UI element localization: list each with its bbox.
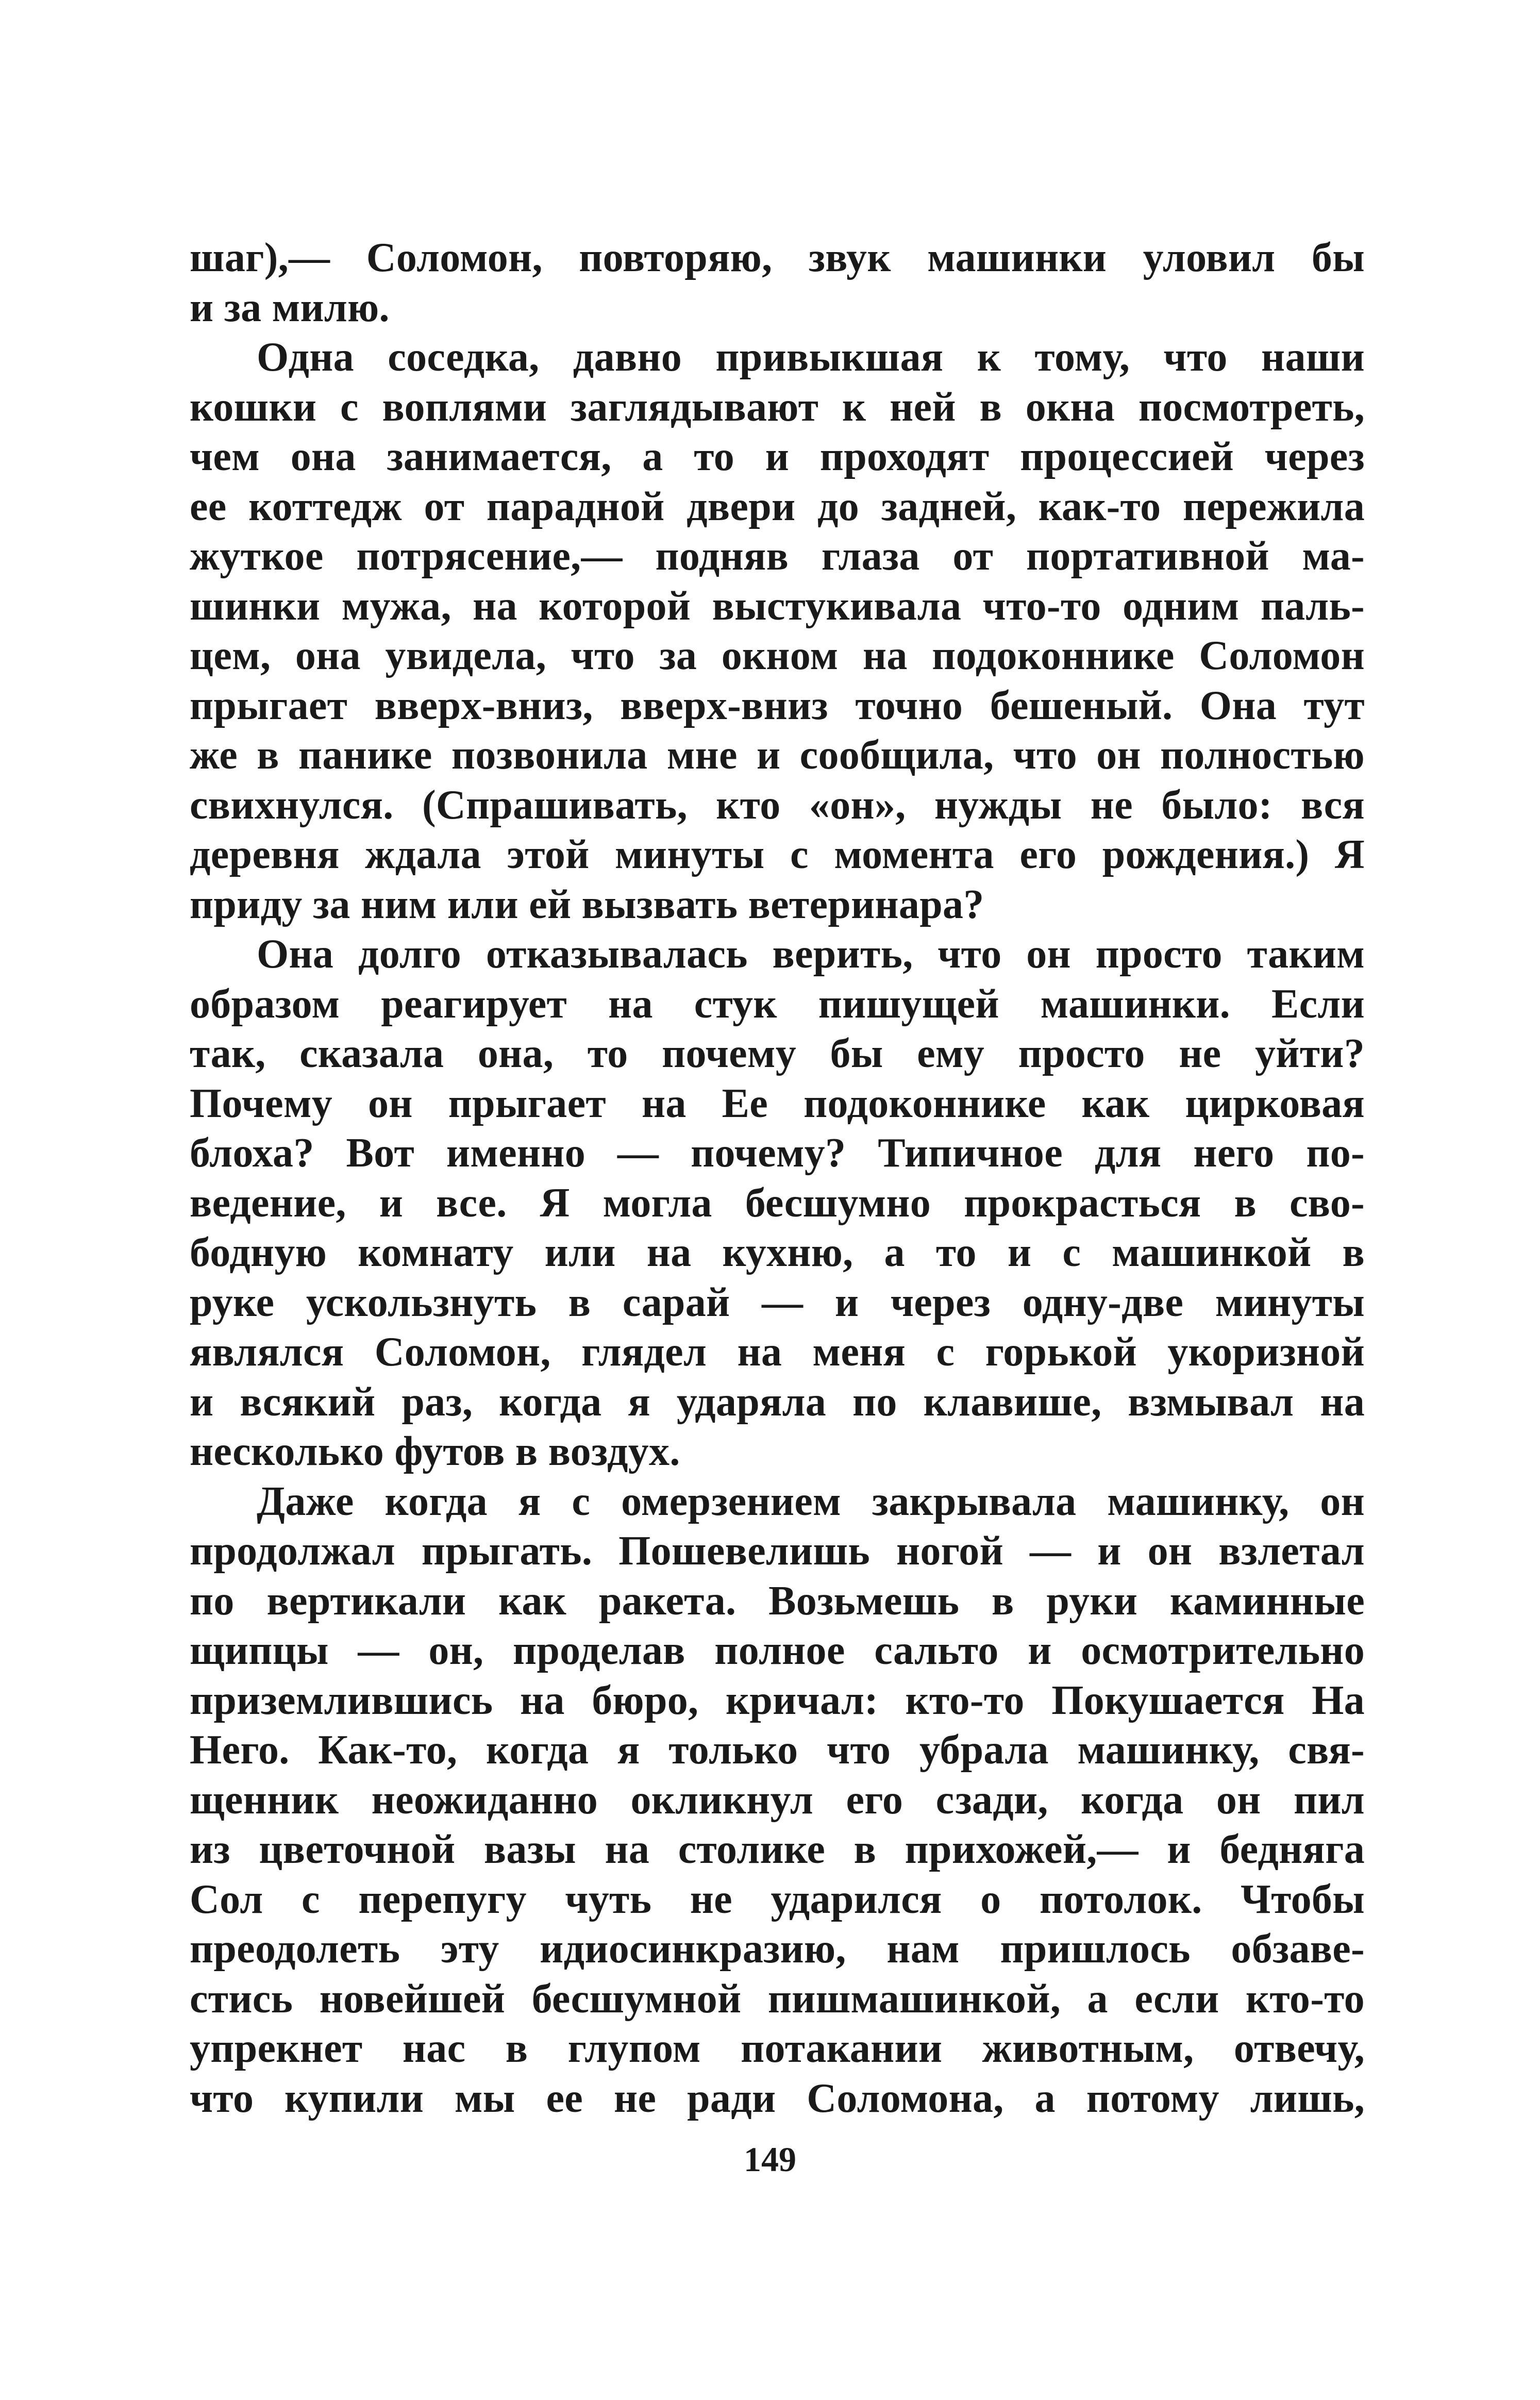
text-line: бодную комнату или на кухню, а то и с машинкой в: [190, 1230, 1365, 1275]
text-line: несколько футов в воздух.: [190, 1429, 680, 1474]
text-line: и за милю.: [190, 285, 390, 330]
page-number: 149: [744, 2140, 796, 2179]
text-line: Она долго отказывалась верить, что он просто таким: [257, 931, 1365, 977]
text-line: цем, она увидела, что за окном на подоконнике Соломон: [190, 633, 1365, 678]
text-line: образом реагирует на стук пишущей машинки. Если: [190, 981, 1365, 1027]
text-line: блоха? Вот именно — почему? Типичное для него по-: [190, 1130, 1365, 1176]
text-line: являлся Соломон, глядел на меня с горькой укоризной: [190, 1329, 1365, 1375]
text-line: так, сказала она, то почему бы ему просто не уйти?: [190, 1031, 1365, 1076]
text-line: Даже когда я с омерзением закрывала машинку, он: [257, 1478, 1365, 1524]
text-line: щенник неожиданно окликнул его сзади, когда он пил: [190, 1777, 1365, 1823]
text-line: упрекнет нас в глупом потакании животным, отвечу,: [190, 2026, 1365, 2071]
text-line: же в панике позвонила мне и сообщила, что он полностью: [190, 732, 1365, 778]
text-line: прыгает вверх-вниз, вверх-вниз точно бешеный. Она тут: [190, 682, 1365, 728]
body-text: [190, 233, 1365, 2123]
text-line: Почему он прыгает на Ее подоконнике как цирковая: [190, 1080, 1365, 1126]
text-line: шинки мужа, на которой выстукивала что-то одним паль-: [190, 583, 1365, 629]
text-line: из цветочной вазы на столике в прихожей,— и бедняга: [190, 1827, 1365, 1872]
text-line: стись новейшей бесшумной пишмашинкой, а если кто-то: [190, 1976, 1365, 2022]
text-line: приземлившись на бюро, кричал: кто-то Покушается На: [190, 1677, 1365, 1723]
text-line: чем она занимается, а то и проходят процессией через: [190, 434, 1365, 479]
text-line: ее коттедж от парадной двери до задней, как-то пережила: [190, 484, 1365, 529]
text-line: шаг),— Соломон, повторяю, звук машинки уловил бы: [190, 235, 1365, 280]
text-line: Сол с перепугу чуть не ударился о потолок. Чтобы: [190, 1876, 1365, 1922]
text-line: кошки с воплями заглядывают к ней в окна посмотреть,: [190, 384, 1365, 430]
text-line: приду за ним или ей вызвать ветеринара?: [190, 881, 984, 927]
text-line: ведение, и все. Я могла бесшумно прокрасться в сво-: [190, 1180, 1365, 1226]
text-line: щипцы — он, проделав полное сальто и осмотрительно: [190, 1628, 1365, 1673]
text-line: деревня ждала этой минуты с момента его рождения.) Я: [190, 832, 1365, 877]
text-line: продолжал прыгать. Пошевелишь ногой — и он взлетал: [190, 1528, 1365, 1574]
text-line: по вертикали как ракета. Возьмешь в руки каминные: [190, 1578, 1365, 1624]
text-line: Одна соседка, давно привыкшая к тому, что наши: [257, 335, 1365, 380]
text-line: руке ускользнуть в сарай — и через одну-две минуты: [190, 1279, 1365, 1325]
text-line: Него. Как-то, когда я только что убрала машинку, свя-: [190, 1727, 1365, 1773]
text-line: преодолеть эту идиосинкразию, нам пришлось обзаве-: [190, 1926, 1365, 1972]
text-line: что купили мы ее не ради Соломона, а потому лишь,: [190, 2075, 1365, 2121]
text-line: жуткое потрясение,— подняв глаза от портативной ма-: [190, 534, 1365, 579]
text-line: свихнулся. (Спрашивать, кто «он», нужды не было: вся: [190, 782, 1365, 828]
text-line: и всякий раз, когда я ударяла по клавише, взмывал на: [190, 1379, 1365, 1425]
